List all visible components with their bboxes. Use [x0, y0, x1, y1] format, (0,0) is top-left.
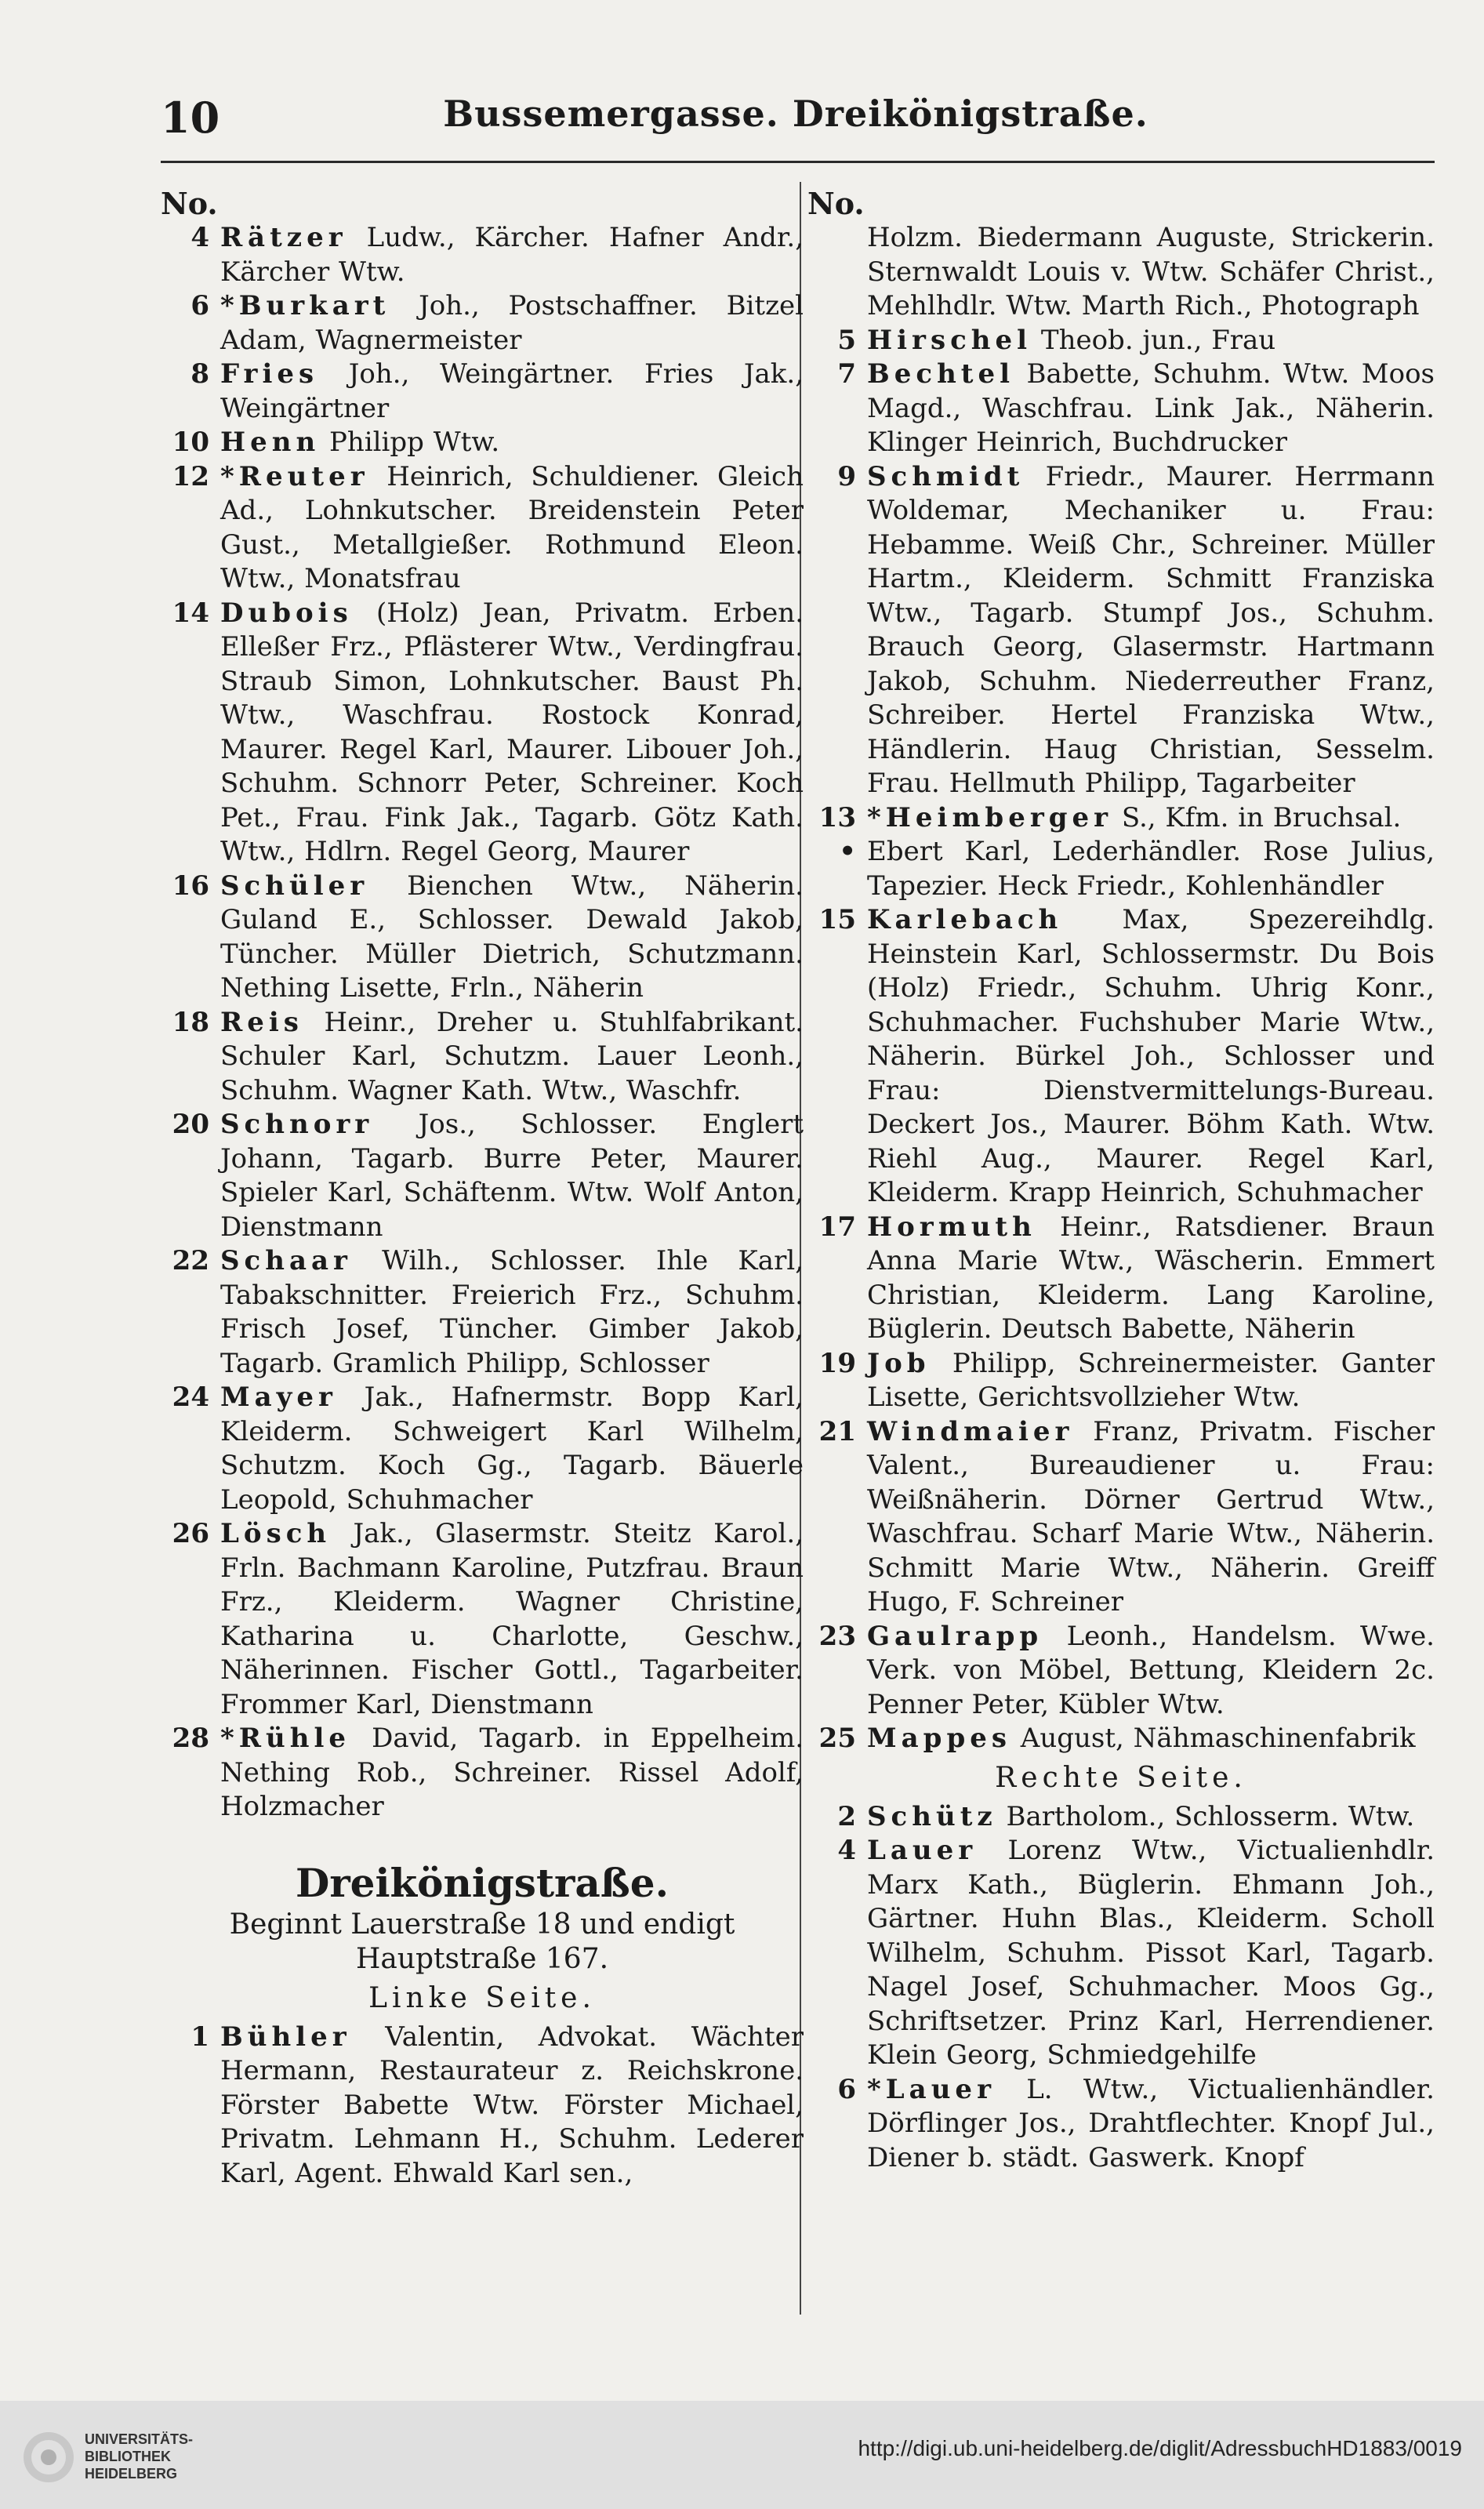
house-number: 15 [818, 904, 856, 935]
entry-text [867, 358, 1435, 460]
entry-surname: Bühler [220, 2021, 351, 2053]
house-number: 4 [190, 222, 209, 253]
directory-entry [807, 1415, 1435, 1620]
directory-entry [807, 1347, 1435, 1415]
directory-entry [161, 460, 804, 597]
entry-text [220, 1722, 804, 1825]
entry-details: Heinr., Dreher u. Stuhlfabrikant. Schuler Karl, Schutzm. Lauer Leonh., Schuhm. Wagner Kath. Wtw., Waschfr. [220, 1006, 804, 1106]
entry-surname: Fries [220, 358, 319, 390]
entry-surname: Hormuth [867, 1211, 1036, 1243]
entry-text [220, 221, 804, 289]
house-number: 19 [818, 1347, 856, 1379]
house-number: 4 [837, 1835, 856, 1866]
entry-list [161, 221, 804, 1825]
directory-entry [807, 221, 1435, 324]
entry-surname: Schaar [220, 1245, 352, 1276]
directory-entry [807, 801, 1435, 836]
entry-text [220, 1517, 804, 1722]
entry-text [220, 358, 804, 426]
directory-entry [807, 835, 1435, 903]
entry-surname: Rätzer [220, 222, 347, 253]
entry-details: Jak., Glasermstr. Steitz Karol., Frln. Bachmann Karoline, Putzfrau. Braun Frz., Kleiderm. Wagner Christine, Katharina u. Charlotte, Geschw., Näherinnen. Fischer Gottl., Tagarbeiter. Frommer Karl, Dienstmann [220, 1518, 804, 1720]
directory-entry [161, 1722, 804, 1825]
entry-surname: Hirschel [867, 324, 1032, 356]
entry-details: Philipp, Schreinermeister. Ganter Lisette, Gerichtsvollzieher Wtw. [867, 1347, 1435, 1413]
directory-entry [161, 221, 804, 289]
entry-text [867, 1415, 1435, 1620]
house-number: • [839, 836, 856, 867]
entry-text [220, 1381, 804, 1517]
house-number: 6 [837, 2073, 856, 2105]
directory-entry [161, 2021, 804, 2191]
column-label: No. [161, 186, 218, 221]
entry-details: Franz, Privatm. Fischer Valent., Bureaudiener u. Frau: Weißnäherin. Dörner Gertrud Wtw., Waschfrau. Scharf Marie Wtw., Näherin. Schmitt Marie Wtw., Näherin. Greiff Hugo, F. Schreiner [867, 1415, 1435, 1618]
house-number: 2 [837, 1800, 856, 1832]
entry-details: Theob. jun., Frau [1032, 324, 1276, 356]
entry-surname: Job [867, 1347, 931, 1379]
entry-text [220, 1006, 804, 1109]
house-number: 20 [172, 1109, 209, 1140]
house-number: 16 [172, 870, 209, 902]
house-number: 22 [172, 1245, 209, 1276]
entry-surname: Windmaier [867, 1415, 1074, 1447]
directory-entry [807, 358, 1435, 460]
column-label: No. [807, 186, 865, 221]
entry-text [220, 1108, 804, 1244]
house-number: 26 [172, 1518, 209, 1549]
entry-text [867, 835, 1435, 903]
entry-details: S., Kfm. in Bruchsal. [1112, 801, 1402, 833]
entry-details: Jos., Schlosser. Englert Johann, Tagarb. Burre Peter, Maurer. Spieler Karl, Schäftenm. Wtw. Wolf Anton, Dienstmann [220, 1109, 804, 1243]
directory-entry [161, 597, 804, 870]
entry-text [220, 597, 804, 870]
directory-entry [807, 1620, 1435, 1723]
page-header [161, 93, 1431, 155]
entry-details: Valentin, Advokat. Wächter Hermann, Restaurateur z. Reichskrone. Förster Babette Wtw. Förster Michael, Privatm. Lehmann H., Schuhm. Lederer Karl, Agent. Ehwald Karl sen., [220, 2021, 804, 2189]
entry-text [867, 1834, 1435, 2073]
directory-entry [807, 2073, 1435, 2176]
entry-surname: *Burkart [220, 290, 390, 321]
entry-text [867, 1211, 1435, 1347]
entry-text [867, 324, 1435, 358]
directory-entry [161, 1517, 804, 1722]
entry-text [867, 1347, 1435, 1415]
house-number: 23 [818, 1620, 856, 1652]
directory-entry [807, 1834, 1435, 2073]
entry-text [867, 2073, 1435, 2176]
entry-surname: Mappes [867, 1723, 1011, 1754]
entry-surname: Schnorr [220, 1109, 374, 1140]
directory-entry [807, 324, 1435, 358]
entry-surname: Reis [220, 1006, 303, 1038]
house-number: 5 [837, 324, 856, 356]
house-number: 12 [172, 460, 209, 492]
house-number: 14 [172, 597, 209, 629]
house-number: 18 [172, 1006, 209, 1038]
entry-surname: Schmidt [867, 460, 1025, 492]
entry-details: Jak., Hafnermstr. Bopp Karl, Kleiderm. Schweigert Karl Wilhelm, Schutzm. Koch Gg., Tagarb. Bäuerle Leopold, Schuhmacher [220, 1382, 804, 1516]
directory-entry [161, 1381, 804, 1517]
house-number: 25 [818, 1723, 856, 1754]
entry-text [867, 460, 1435, 801]
entry-surname: Mayer [220, 1382, 337, 1413]
left-column [161, 187, 804, 2191]
house-number: 6 [190, 290, 209, 321]
directory-entry [161, 1244, 804, 1381]
entry-surname: Lauer [867, 1835, 978, 1866]
house-number: 13 [818, 801, 856, 833]
house-number: 1 [190, 2021, 209, 2053]
house-number [807, 221, 867, 324]
entry-details: David, Tagarb. in Eppelheim. Nething Rob., Schreiner. Rissel Adolf, Holzmacher [220, 1723, 804, 1822]
directory-entry [807, 1800, 1435, 1835]
house-number: 9 [837, 460, 856, 492]
entry-surname: Schütz [867, 1800, 997, 1832]
house-number: 21 [818, 1415, 856, 1447]
directory-entry [807, 1722, 1435, 1756]
entry-surname: *Reuter [220, 460, 369, 492]
directory-entry [807, 1211, 1435, 1347]
house-number: 10 [172, 427, 209, 458]
footer-bar [0, 2401, 1484, 2509]
entry-text [867, 1800, 1435, 1835]
entry-list [161, 2021, 804, 2191]
entry-details: (Holz) Jean, Privatm. Erben. Elleßer Frz., Pflästerer Wtw., Verdingfrau. Straub Simon, Lohnkutscher. Baust Ph. Wtw., Waschfrau. Rostock Konrad, Maurer. Regel Karl, Maurer. Libouer Joh., Schuhm. Schnorr Peter, Schreiner. Koch Pet., Frau. Fink Jak., Tagarb. Götz Kath. Wtw., Hdlrn. Regel Georg, Maurer [220, 597, 804, 867]
library-name [85, 2431, 193, 2482]
entry-text [867, 1722, 1435, 1756]
entry-details: Wilh., Schlosser. Ihle Karl, Tabakschnitter. Freierich Frz., Schuhm. Frisch Josef, Tüncher. Gimber Jakob, Tagarb. Gramlich Philipp, Schlosser [220, 1245, 804, 1379]
entry-details: Bartholom., Schlosserm. Wtw. [996, 1800, 1415, 1832]
entry-details: Leonh., Handelsm. Wwe. Verk. von Möbel, Bettung, Kleidern 2c. Penner Peter, Kübler Wtw. [867, 1620, 1435, 1720]
entry-text [220, 460, 804, 597]
entry-details: August, Nähmaschinenfabrik [1011, 1723, 1416, 1754]
library-name-line: UNIVERSITÄTS- [85, 2431, 194, 2447]
entry-text [220, 1244, 804, 1381]
entry-details: Joh., Postschaffner. Bitzel Adam, Wagnermeister [220, 290, 804, 356]
entry-text [867, 1620, 1435, 1723]
entry-details: Philipp Wtw. [320, 427, 500, 458]
entry-surname: Bechtel [867, 358, 1015, 390]
side-heading: Linke Seite. [368, 1981, 596, 2014]
side-heading: Rechte Seite. [995, 1761, 1247, 1794]
house-number: 24 [172, 1382, 209, 1413]
entry-surname: Karlebach [867, 904, 1063, 935]
house-number: 7 [837, 358, 856, 390]
entry-text [220, 870, 804, 1006]
street-title: Dreikönigstraße. [295, 1859, 669, 1906]
entry-text [867, 221, 1435, 324]
directory-entry [161, 426, 804, 460]
directory-entry [161, 1108, 804, 1244]
house-number: 28 [172, 1723, 209, 1754]
entry-details: Friedr., Maurer. Herrmann Woldemar, Mechaniker u. Frau: Hebamme. Weiß Chr., Schreiner. Müller Hartm., Kleiderm. Schmitt Franziska Wtw., Tagarb. Stumpf Jos., Schuhm. Brauch Georg, Glasermstr. Hartmann Jakob, Schuhm. Niederreuther Franz, Schreiber. Hertel Franziska Wtw., Händlerin. Haug Christian, Sesselm. Frau. Hellmuth Philipp, Tagarbeiter [867, 460, 1435, 799]
entry-list [807, 221, 1435, 1756]
entry-details: L. Wtw., Victualienhändler. Dörflinger Jos., Drahtflechter. Knopf Jul., Diener b. städt. Gaswerk. Knopf [867, 2073, 1435, 2173]
entry-surname: Schüler [220, 870, 369, 902]
house-number: 17 [818, 1211, 856, 1243]
library-seal-icon [17, 2426, 88, 2489]
entry-surname: Lösch [220, 1518, 332, 1549]
page-number: 10 [161, 93, 220, 143]
library-name-line: BIBLIOTHEK [85, 2449, 171, 2464]
entry-details: Max, Spezereihdlg. Heinstein Karl, Schlossermstr. Du Bois (Holz) Friedr., Schuhm. Uhrig Konr., Schuhmacher. Fuchshuber Marie Wtw., Näherin. Bürkel Joh., Schlosser und Frau: Dienstvermittelungs-Bureau. Deckert Jos., Maurer. Böhm Kath. Wtw. Riehl Aug., Maurer. Regel Karl, Kleiderm. Krapp Heinrich, Schuhmacher [867, 904, 1435, 1208]
directory-entry [807, 903, 1435, 1211]
entry-details: Ludw., Kärcher. Hafner Andr., Kärcher Wtw. [220, 222, 804, 288]
directory-entry [161, 870, 804, 1006]
running-head: Bussemergasse. Dreikönigstraße. [443, 93, 1148, 135]
entry-surname: Dubois [220, 597, 353, 629]
directory-entry [807, 460, 1435, 801]
entry-details: Heinr., Ratsdiener. Braun Anna Marie Wtw., Wäscherin. Emmert Christian, Kleiderm. Lang Karoline, Büglerin. Deutsch Babette, Näherin [867, 1211, 1435, 1345]
entry-details: Heinrich, Schuldiener. Gleich Ad., Lohnkutscher. Breidenstein Peter Gust., Metallgießer. Rothmund Eleon. Wtw., Monatsfrau [220, 460, 804, 594]
entry-details: Ebert Karl, Lederhändler. Rose Julius, Tapezier. Heck Friedr., Kohlenhändler [867, 836, 1435, 902]
library-name-line: HEIDELBERG [85, 2466, 178, 2482]
entry-details: Babette, Schuhm. Wtw. Moos Magd., Waschfrau. Link Jak., Näherin. Klinger Heinrich, Buchdrucker [867, 358, 1435, 458]
entry-list [807, 1800, 1435, 2176]
street-description: Beginnt Lauerstraße 18 und endigt Hauptstraße 167. [229, 1908, 735, 1975]
entry-details: Joh., Weingärtner. Fries Jak., Weingärtner [220, 358, 804, 424]
entry-surname: *Lauer [867, 2073, 996, 2105]
entry-text [867, 903, 1435, 1211]
entry-surname: *Heimberger [867, 801, 1113, 833]
right-column [807, 187, 1435, 2175]
source-url[interactable]: http://digi.ub.uni-heidelberg.de/diglit/AdressbuchHD1883/0019 [858, 2436, 1462, 2460]
directory-entry [161, 1006, 804, 1109]
directory-entry [161, 289, 804, 358]
entry-text [220, 289, 804, 358]
entry-details: Holzm. Biedermann Auguste, Strickerin. Sternwaldt Louis v. Wtw. Schäfer Christ., Mehlhdlr. Wtw. Marth Rich., Photograph [867, 222, 1435, 321]
header-rule [161, 161, 1435, 163]
entry-details: Bienchen Wtw., Näherin. Guland E., Schlosser. Dewald Jakob, Tüncher. Müller Dietrich, Schutzmann. Nething Lisette, Frln., Näherin [220, 870, 804, 1004]
entry-surname: *Rühle [220, 1723, 351, 1754]
entry-details: Lorenz Wtw., Victualienhdlr. Marx Kath., Büglerin. Ehmann Joh., Gärtner. Huhn Blas., Kleiderm. Scholl Wilhelm, Schuhm. Pissot Karl, Tagarb. Nagel Josef, Schuhmacher. Moos Gg., Schriftsetzer. Prinz Karl, Herrendiener. Klein Georg, Schmiedgehilfe [867, 1835, 1435, 2071]
entry-text [867, 801, 1435, 836]
directory-entry [161, 358, 804, 426]
house-number: 8 [190, 358, 209, 390]
entry-text [220, 426, 804, 460]
entry-text [220, 2021, 804, 2191]
entry-surname: Gaulrapp [867, 1620, 1043, 1652]
entry-surname: Henn [220, 427, 321, 458]
